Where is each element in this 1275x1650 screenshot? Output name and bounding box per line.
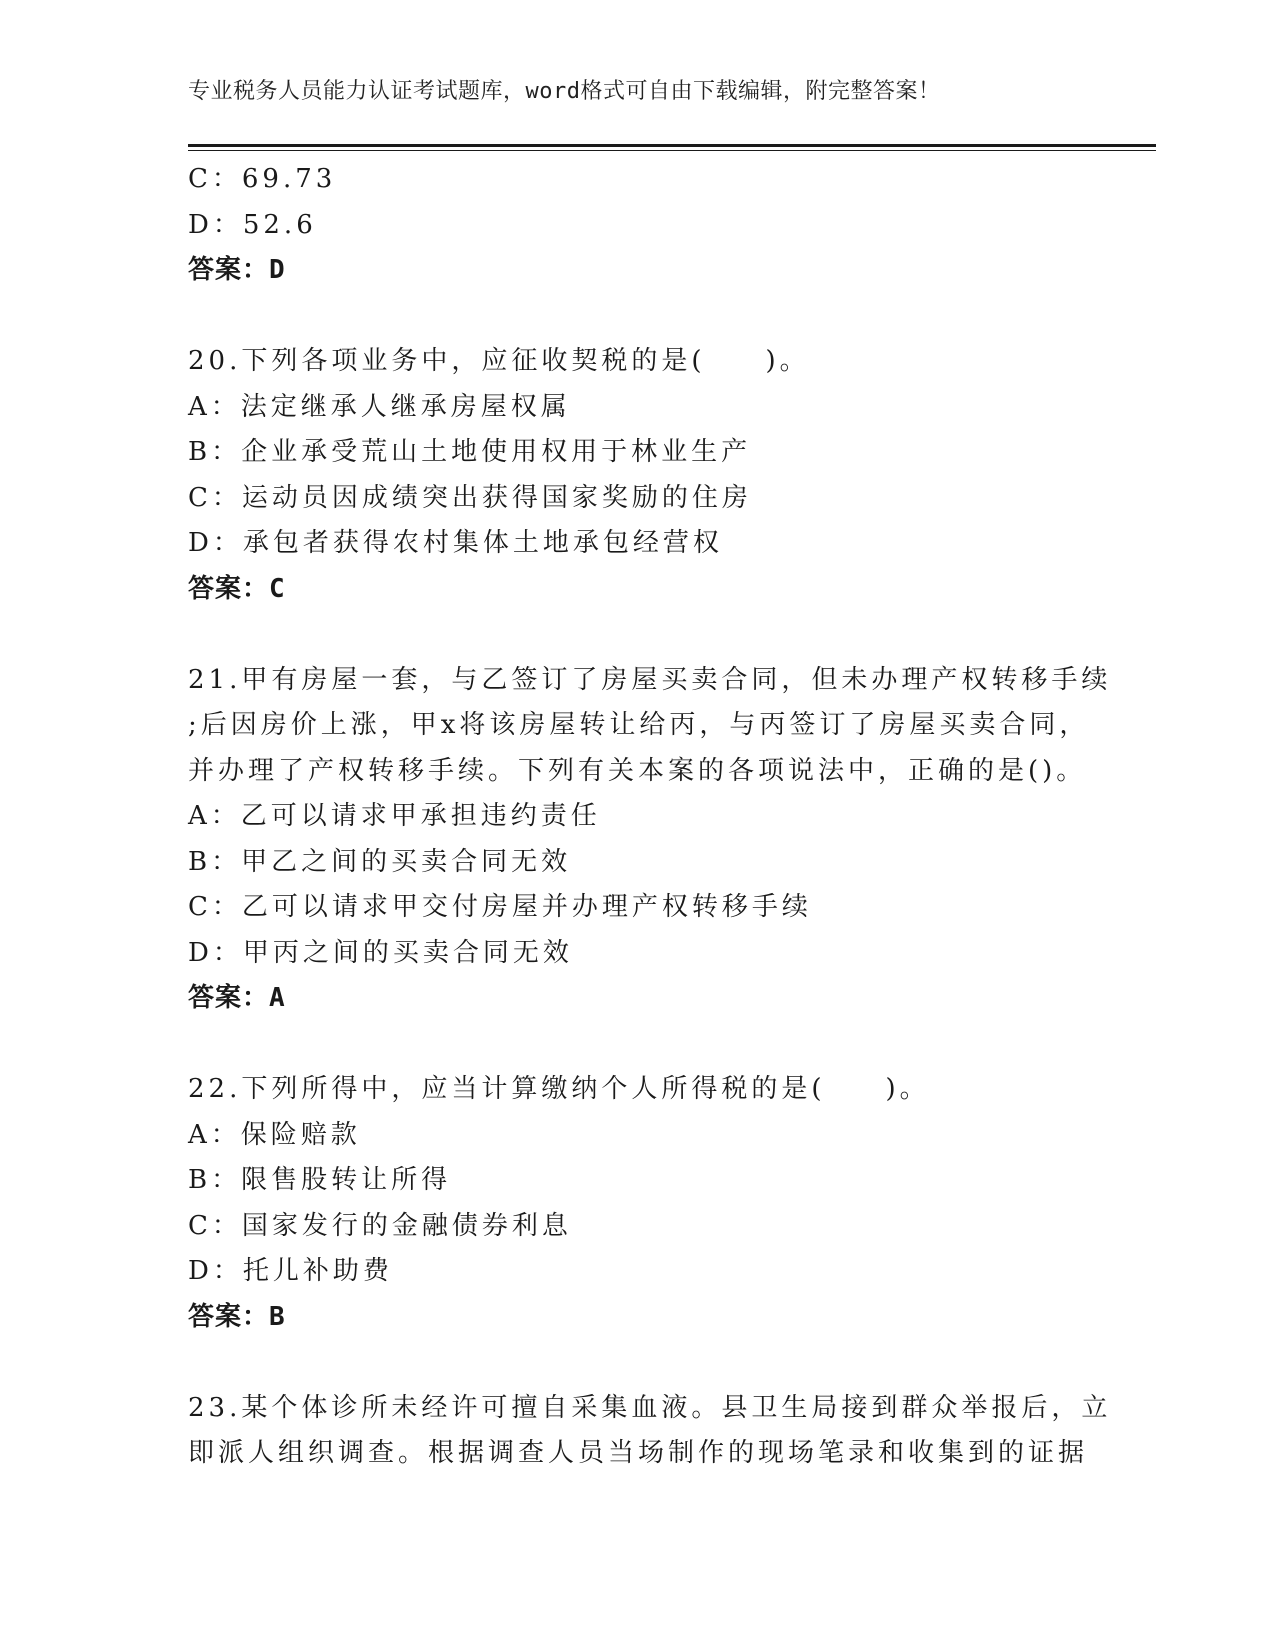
option-d: D：52.6 [188, 209, 317, 240]
question-stem: 20.下列各项业务中，应征收契税的是( )。 [188, 346, 810, 376]
option-d: D：甲丙之间的买卖合同无效 [188, 937, 573, 968]
question-stem: 22.下列所得中，应当计算缴纳个人所得税的是( )。 [188, 1074, 930, 1104]
answer-line: 答案：D [188, 255, 286, 285]
question-content [188, 157, 1112, 1477]
option-a: A：法定继承人继承房屋权属 [188, 391, 571, 422]
question-stem: 并办理了产权转移手续。下列有关本案的各项说法中，正确的是()。 [188, 755, 1087, 786]
header-divider-thin [188, 150, 1156, 151]
question-23-block [188, 1386, 1112, 1477]
answer-line: 答案：C [188, 573, 286, 604]
spacer [188, 1022, 1088, 1068]
option-d: D：承包者获得农村集体土地承包经营权 [188, 528, 723, 558]
question-20-block [188, 339, 1088, 612]
option-b: B：甲乙之间的买卖合同无效 [188, 846, 572, 877]
option-c: C：69.73 [188, 164, 337, 194]
header-divider-thick [188, 144, 1156, 147]
option-a: A：乙可以请求甲承担违约责任 [188, 801, 601, 831]
answer-line: 答案：A [188, 983, 286, 1013]
option-a: A：保险赔款 [188, 1119, 361, 1150]
question-22-block [188, 1067, 1088, 1340]
option-c: C：乙可以请求甲交付房屋并办理产权转移手续 [188, 892, 812, 922]
question-stem: 23.某个体诊所未经许可擅自采集血液。县卫生局接到群众举报后，立 [188, 1392, 1112, 1423]
spacer [188, 294, 1088, 340]
question-21-block [188, 658, 1112, 1022]
page-header: 专业税务人员能力认证考试题库，word格式可自由下载编辑，附完整答案！ [188, 79, 941, 104]
option-d: D：托儿补助费 [188, 1256, 393, 1286]
spacer [188, 1340, 1088, 1386]
option-b: B：限售股转让所得 [188, 1165, 452, 1195]
question-stem: ;后因房价上涨，甲x将该房屋转让给丙，与丙签订了房屋买卖合同， [188, 710, 1090, 740]
prev-question-block [188, 157, 1088, 294]
question-stem: 21.甲有房屋一套，与乙签订了房屋买卖合同，但未办理产权转移手续 [188, 664, 1112, 695]
question-stem: 即派人组织调查。根据调查人员当场制作的现场笔录和收集到的证据 [188, 1438, 1089, 1468]
option-b: B：企业承受荒山土地使用权用于林业生产 [188, 437, 752, 467]
option-c: C：国家发行的金融债券利息 [188, 1210, 572, 1241]
answer-line: 答案：B [188, 1301, 286, 1332]
option-c: C：运动员因成绩突出获得国家奖励的住房 [188, 482, 752, 513]
spacer [188, 612, 1088, 658]
